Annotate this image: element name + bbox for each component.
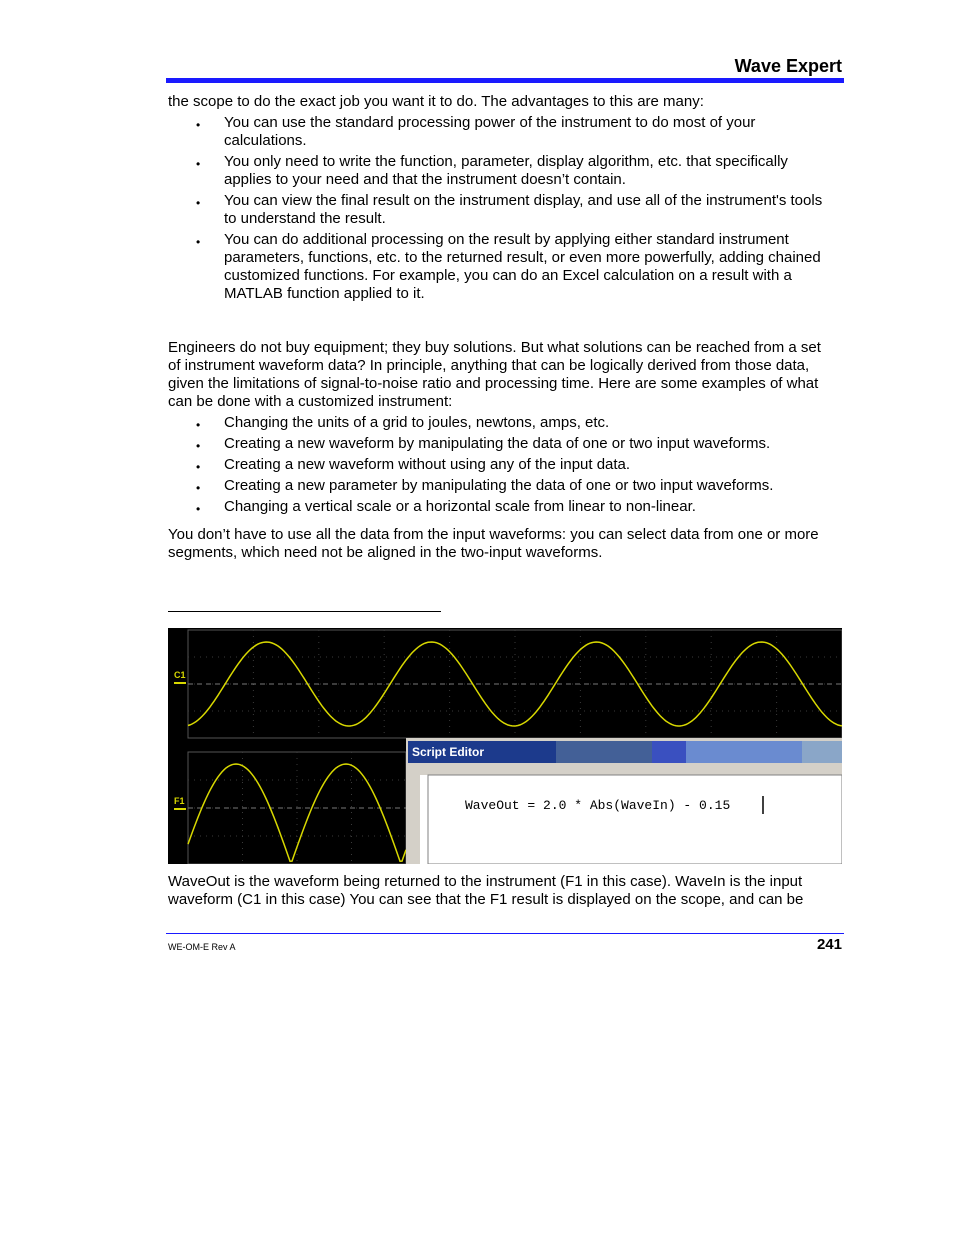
- bullet-marker: •: [196, 157, 201, 171]
- scope-screenshot: [168, 628, 842, 864]
- bullet-marker: •: [196, 502, 201, 516]
- waveout-paragraph: WaveOut is the waveform being returned to the instrument (F1 in this case). WaveIn is the input waveform (C1 in this case) You can see that the F1 result is displayed on the scope, and can be: [168, 873, 804, 908]
- page-number: 241: [816, 936, 842, 953]
- bullet-marker: •: [196, 118, 201, 132]
- bullet-marker: •: [196, 481, 201, 495]
- solutions-paragraph: Engineers do not buy equipment; they buy solutions. But what solutions can be reached from a set of instrument waveform data? In principle, anything that can be logically derived from those data, given the limitations of signal-to-noise ratio and processing time. Here are some examples of what can be done with a customized instrument:: [168, 339, 821, 410]
- list-item: Changing the units of a grid to joules, newtons, amps, etc.: [224, 414, 610, 431]
- footer-doc-id: WE-OM-E Rev A: [168, 942, 236, 952]
- script-code-line: WaveOut = 2.0 * Abs(WaveIn) - 0.15: [465, 798, 731, 813]
- script-editor-window[interactable]: [406, 738, 842, 864]
- list-item: You only need to write the function, parameter, display algorithm, etc. that specifically applies to your need and that the instrument doesn’t contain.: [224, 153, 788, 188]
- script-code-area[interactable]: [428, 775, 842, 864]
- list-item: Changing a vertical scale or a horizontal scale from linear to non-linear.: [224, 498, 696, 515]
- bullet-marker: •: [196, 439, 201, 453]
- script-editor-title: Script Editor: [412, 745, 485, 759]
- intro-paragraph: the scope to do the exact job you want it to do. The advantages to this are many:: [168, 93, 704, 110]
- bullet-marker: •: [196, 418, 201, 432]
- f1-label: F1: [174, 796, 185, 806]
- footer-rule: [166, 933, 844, 934]
- section-rule: [168, 611, 441, 612]
- bullet-marker: •: [196, 196, 201, 210]
- list-item: You can view the final result on the instrument display, and use all of the instrument's tools to understand the result.: [224, 192, 823, 227]
- bullet-marker: •: [196, 235, 201, 249]
- bullet-marker: •: [196, 460, 201, 474]
- list-item: You can do additional processing on the result by applying either standard instrument parameters, functions, etc. to the returned result, or even more powerfully, adding chained customized functions. For example, you can do an Excel calculation on a result with a MATLAB function applied to it.: [224, 231, 821, 302]
- header-rule: [166, 78, 844, 83]
- list-item: Creating a new waveform without using any of the input data.: [224, 456, 631, 473]
- page-header-title: Wave Expert: [734, 56, 842, 76]
- list-item: Creating a new waveform by manipulating the data of one or two input waveforms.: [224, 435, 771, 452]
- segments-paragraph: You don’t have to use all the data from the input waveforms: you can select data from one or more segments, which need not be aligned in the two-input waveforms.: [168, 526, 819, 561]
- c1-label: C1: [174, 670, 186, 680]
- list-item: Creating a new parameter by manipulating the data of one or two input waveforms.: [224, 477, 774, 494]
- list-item: You can use the standard processing power of the instrument to do most of your calculations.: [224, 114, 756, 149]
